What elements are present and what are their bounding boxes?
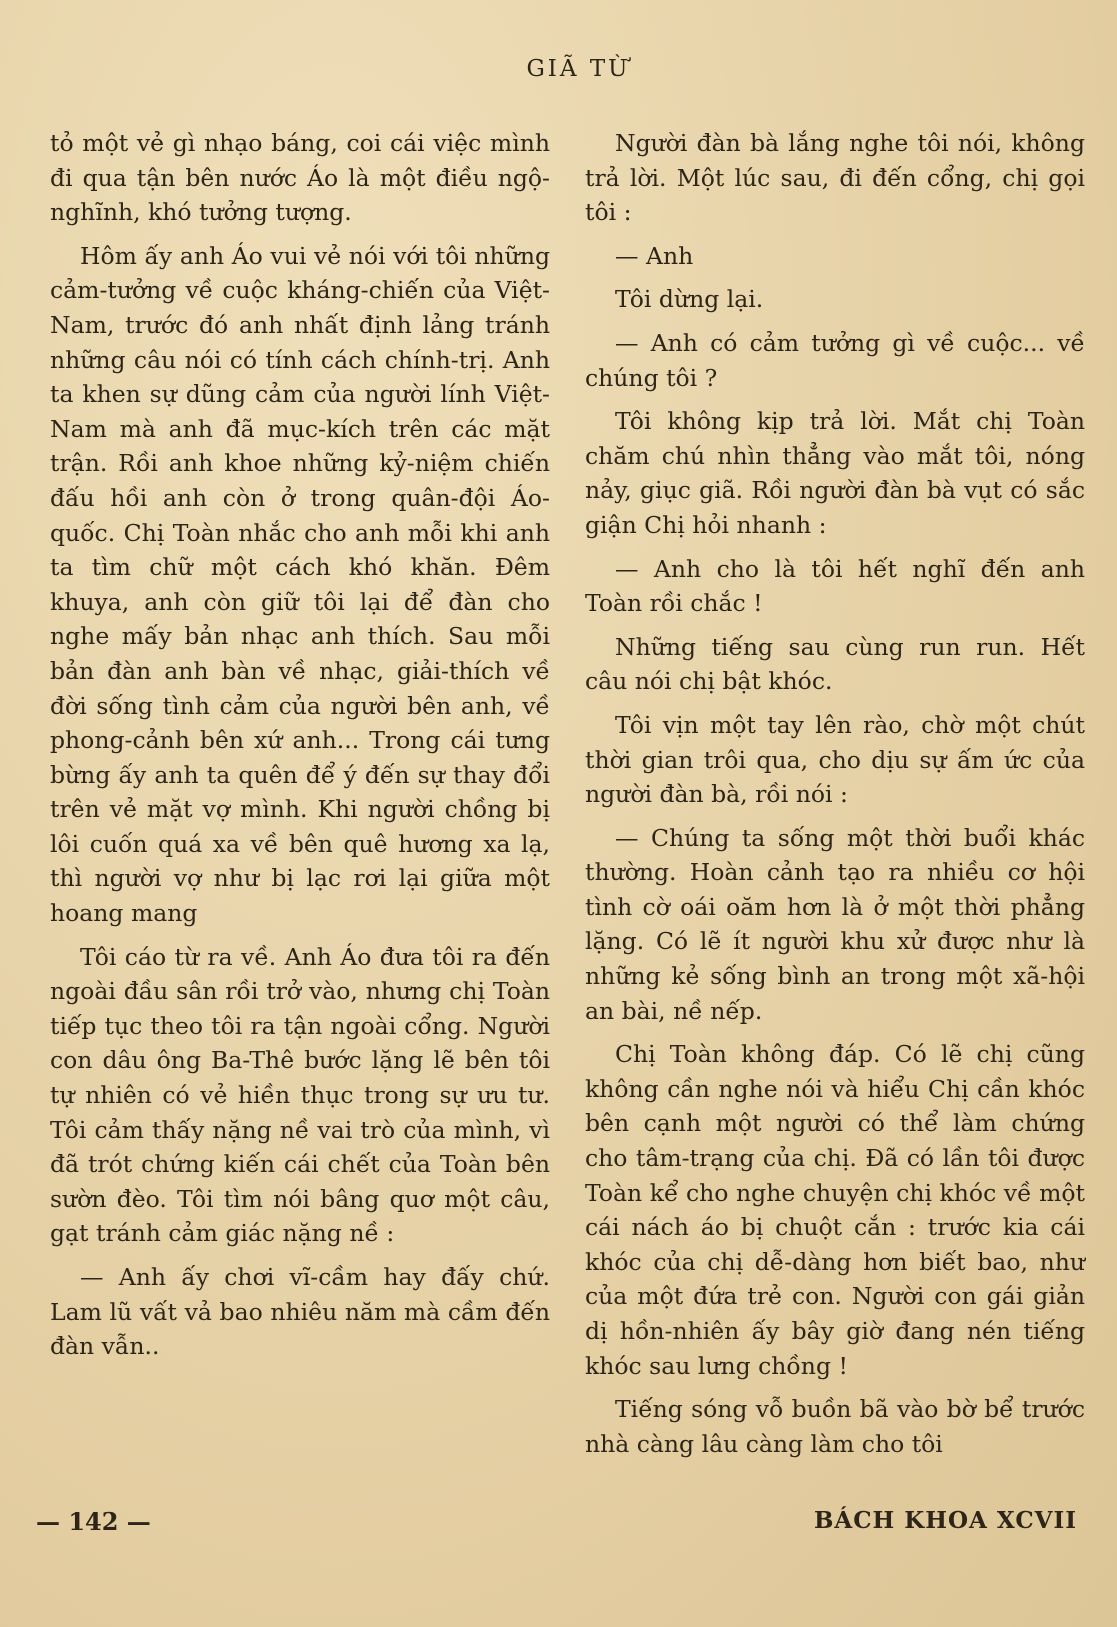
- paragraph: Tiếng sóng vỗ buồn bã vào bờ bể trước nhà càng lâu càng làm cho tôi: [585, 1395, 1085, 1458]
- paragraph: Tôi không kịp trả lời. Mắt chị Toàn chăm chú nhìn thẳng vào mắt tôi, nóng nảy, giục giã. Rồi người đàn bà vụt có sắc giận Chị hỏi nhanh :: [585, 407, 1085, 539]
- paragraph: — Anh: [615, 241, 694, 270]
- paragraph: — Anh có cảm tưởng gì về cuộc... về chúng tôi ?: [585, 328, 1085, 392]
- paragraph: Người đàn bà lắng nghe tôi nói, không trả lời. Một lúc sau, đi đến cổng, chị gọi tôi :: [585, 129, 1085, 227]
- paragraph: — Chúng ta sống một thời buổi khác thường. Hoàn cảnh tạo ra nhiều cơ hội tình cờ oái oăm hơn là ở một thời phẳng lặng. Có lẽ ít người khu xử được như là những kẻ sống bình an trong một xã-hội an bài, nề nếp.: [585, 823, 1085, 1025]
- paragraph: tỏ một vẻ gì nhạo báng, coi cái việc mình đi qua tận bên nước Áo là một điều ngộ-nghĩnh, khó tưởng tượng.: [50, 129, 550, 227]
- page-number: — 142 —: [36, 1507, 151, 1536]
- paragraph: Những tiếng sau cùng run run. Hết câu nói chị bật khóc.: [585, 632, 1085, 696]
- magazine-title: BÁCH KHOA XCVII: [813, 1507, 1077, 1534]
- paragraph: Tôi dừng lại.: [615, 285, 764, 314]
- paragraph: Tôi cáo từ ra về. Anh Áo đưa tôi ra đến ngoài đầu sân rồi trở vào, nhưng chị Toàn tiếp tục theo tôi ra tận ngoài cổng. Người con dâu ông Ba-Thê bước lặng lẽ bên tôi tự nhiên có vẻ hiền thục trong sự ưu tư. Tôi cảm thấy nặng nề vai trò của mình, vì đã trót chứng kiến cái chết của Toàn bên sườn đèo. Tôi tìm nói bâng quơ một câu, gạt tránh cảm giác nặng nề :: [50, 942, 550, 1248]
- paragraph: — Anh ấy chơi vĩ-cầm hay đấy chứ. Lam lũ vất vả bao nhiêu năm mà cầm đến đàn vẫn..: [50, 1263, 550, 1361]
- running-title-text: GIÃ TỪ: [526, 56, 631, 82]
- left-column: [50, 126, 550, 1373]
- running-title: [0, 56, 1117, 82]
- paragraph: Tôi vịn một tay lên rào, chờ một chút thời gian trôi qua, cho dịu sự ấm ức của người đàn bà, rồi nói :: [585, 710, 1085, 809]
- paragraph: Chị Toàn không đáp. Có lẽ chị cũng không cần nghe nói và hiểu Chị cần khóc bên cạnh một người có thể làm chứng cho tâm-trạng của chị. Đã có lần tôi được Toàn kể cho nghe chuyện chị khóc về một cái nách áo bị chuột cắn : trước kia cái khóc của chị dễ-dàng hơn biết bao, như của một đứa trẻ con. Người con gái giản dị hồn-nhiên ấy bây giờ đang nén tiếng khóc sau lưng chồng !: [585, 1040, 1085, 1380]
- paragraph: Hôm ấy anh Áo vui vẻ nói với tôi những cảm-tưởng về cuộc kháng-chiến của Việt-Nam, trước đó anh nhất định lảng tránh những câu nói có tính cách chính-trị. Anh ta khen sự dũng cảm của người lính Việt-Nam mà anh đã mục-kích trên các mặt trận. Rồi anh khoe những kỷ-niệm chiến đấu hồi anh còn ở trong quân-đội Áo-quốc. Chị Toàn nhắc cho anh mỗi khi anh ta tìm chữ một cách khó khăn. Đêm khuya, anh còn giữ tôi lại để đàn cho nghe mấy bản nhạc anh thích. Sau mỗi bản đàn anh bàn về nhạc, giải-thích về đời sống tình cảm của người bên anh, về phong-cảnh bên xứ anh... Trong cái tưng bừng ấy anh ta quên để ý đến sự thay đổi trên vẻ mặt vợ mình. Khi người chồng bị lôi cuốn quá xa về bên quê hương xa lạ, thì người vợ như bị lạc rơi lại giữa một hoang mang: [50, 241, 550, 928]
- paragraph: — Anh cho là tôi hết nghĩ đến anh Toàn rồi chắc !: [585, 554, 1085, 618]
- right-column: [585, 126, 1085, 1470]
